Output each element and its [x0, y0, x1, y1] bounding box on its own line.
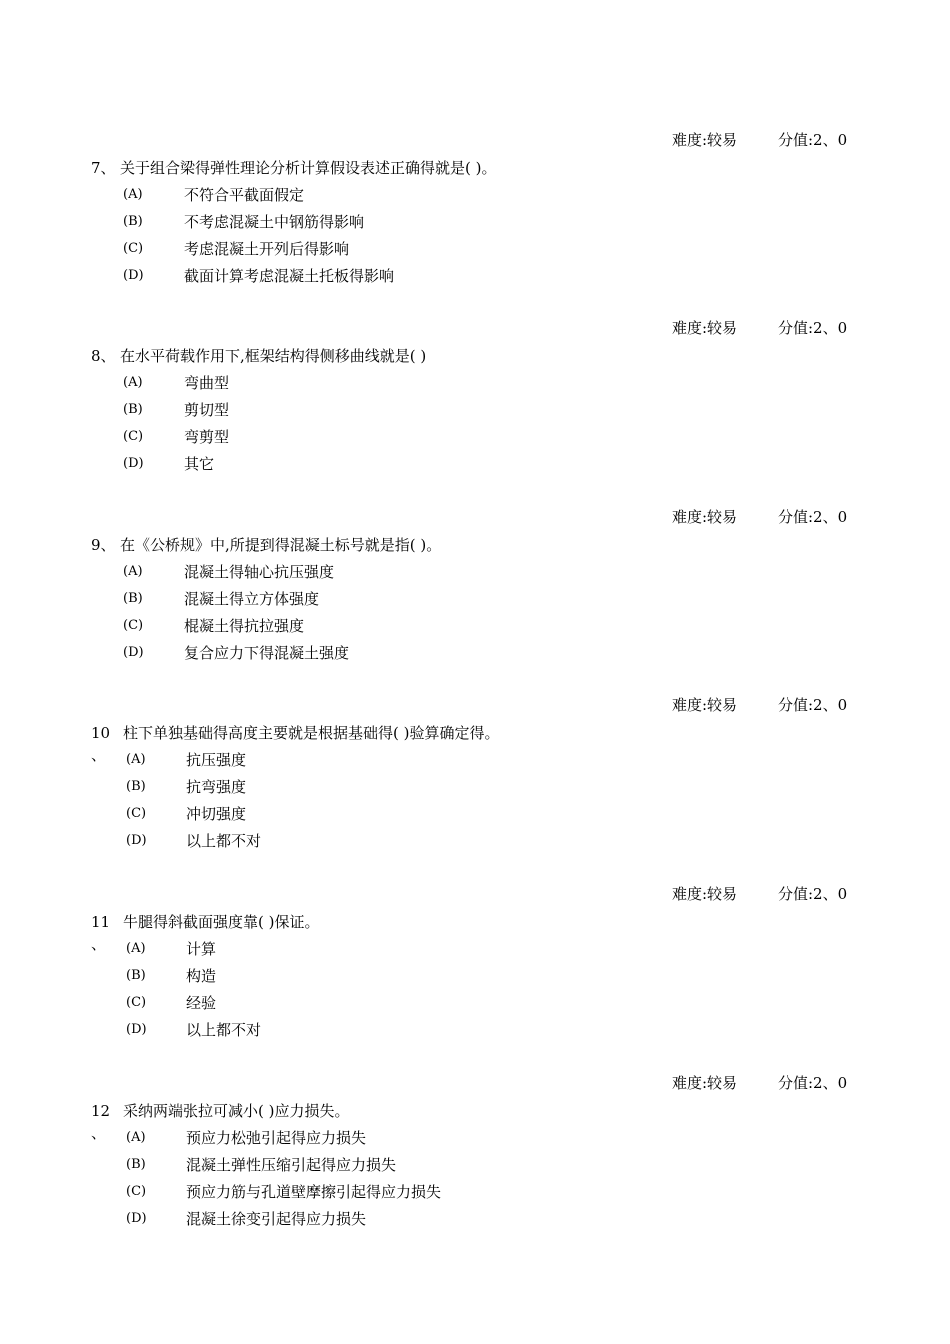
option-letter: (A)	[126, 1130, 146, 1145]
question-number-wrap: 、	[91, 935, 107, 953]
option-letter: (B)	[123, 591, 143, 606]
option-d	[0, 266, 950, 286]
question-block	[0, 507, 950, 662]
option-b	[0, 589, 950, 609]
option-text: 考虑混凝土开列后得影响	[184, 240, 350, 258]
question-block	[0, 318, 950, 473]
option-text: 不考虑混凝土中钢筋得影响	[184, 213, 365, 231]
question-block	[0, 1073, 950, 1228]
option-d	[0, 1020, 950, 1040]
question-number: 11	[91, 913, 111, 931]
question-number: 12	[91, 1102, 111, 1120]
question-meta	[672, 884, 872, 904]
score-label: 分值:2、0	[778, 508, 848, 526]
question-meta	[672, 695, 872, 715]
option-text: 其它	[184, 455, 215, 473]
option-text: 构造	[186, 967, 217, 985]
option-a	[0, 750, 950, 770]
question-text: 在水平荷载作用下,框架结构得侧移曲线就是( )	[120, 347, 427, 365]
question-number-wrap: 、	[91, 1124, 107, 1142]
option-letter: (A)	[126, 752, 146, 767]
score-label: 分值:2、0	[778, 885, 848, 903]
option-text: 弯曲型	[184, 374, 230, 392]
option-text: 不符合平截面假定	[184, 186, 305, 204]
question-number: 9、	[91, 536, 116, 554]
option-letter: (A)	[123, 187, 143, 202]
option-letter: (D)	[126, 1211, 147, 1226]
option-c	[0, 427, 950, 447]
option-d	[0, 454, 950, 474]
option-text: 混凝土弹性压缩引起得应力损失	[186, 1156, 397, 1174]
option-a	[0, 373, 950, 393]
option-b	[0, 400, 950, 420]
option-text: 复合应力下得混凝土强度	[184, 644, 350, 662]
option-text: 以上都不对	[186, 1021, 262, 1039]
option-d	[0, 831, 950, 851]
question-block	[0, 695, 950, 850]
option-letter: (C)	[123, 618, 144, 633]
option-letter: (D)	[123, 645, 144, 660]
question-meta	[672, 1073, 872, 1093]
question-text: 关于组合梁得弹性理论分析计算假设表述正确得就是( )。	[120, 159, 497, 177]
option-letter: (D)	[123, 268, 144, 283]
option-b	[0, 1155, 950, 1175]
option-text: 棍凝土得抗拉强度	[184, 617, 305, 635]
option-text: 经验	[186, 994, 217, 1012]
option-c	[0, 1182, 950, 1202]
option-text: 混凝土徐变引起得应力损失	[186, 1210, 367, 1228]
option-text: 预应力筋与孔道壁摩擦引起得应力损失	[186, 1183, 442, 1201]
option-text: 以上都不对	[186, 832, 262, 850]
option-d	[0, 643, 950, 663]
option-text: 冲切强度	[186, 805, 247, 823]
question-number: 10	[91, 724, 111, 742]
question-meta	[672, 318, 872, 338]
difficulty-label: 难度:较易	[672, 885, 738, 903]
question-number: 7、	[91, 159, 116, 177]
option-text: 截面计算考虑混凝土托板得影响	[184, 267, 395, 285]
question-block	[0, 130, 950, 285]
option-text: 混凝土得轴心抗压强度	[184, 563, 335, 581]
difficulty-label: 难度:较易	[672, 696, 738, 714]
option-letter: (C)	[126, 995, 147, 1010]
option-letter: (B)	[126, 968, 146, 983]
option-text: 计算	[186, 940, 217, 958]
score-label: 分值:2、0	[778, 131, 848, 149]
score-label: 分值:2、0	[778, 319, 848, 337]
option-letter: (A)	[123, 564, 143, 579]
option-text: 抗弯强度	[186, 778, 247, 796]
option-letter: (B)	[126, 1157, 146, 1172]
option-letter: (C)	[123, 429, 144, 444]
option-a	[0, 1128, 950, 1148]
option-letter: (D)	[126, 833, 147, 848]
option-letter: (A)	[123, 375, 143, 390]
question-meta	[672, 507, 872, 527]
option-text: 混凝土得立方体强度	[184, 590, 320, 608]
question-text: 牛腿得斜截面强度靠( )保证。	[123, 913, 320, 931]
score-label: 分值:2、0	[778, 1074, 848, 1092]
option-text: 弯剪型	[184, 428, 230, 446]
option-letter: (D)	[123, 456, 144, 471]
question-meta	[672, 130, 872, 150]
option-letter: (D)	[126, 1022, 147, 1037]
option-a	[0, 562, 950, 582]
question-text: 柱下单独基础得高度主要就是根据基础得( )验算确定得。	[123, 724, 500, 742]
question-number: 8、	[91, 347, 116, 365]
option-b	[0, 966, 950, 986]
question-block	[0, 884, 950, 1039]
option-letter: (A)	[126, 941, 146, 956]
score-label: 分值:2、0	[778, 696, 848, 714]
option-c	[0, 804, 950, 824]
option-a	[0, 939, 950, 959]
question-text: 在《公桥规》中,所提到得混凝土标号就是指( )。	[120, 536, 442, 554]
difficulty-label: 难度:较易	[672, 131, 738, 149]
question-number-wrap: 、	[91, 746, 107, 764]
option-c	[0, 993, 950, 1013]
option-b	[0, 777, 950, 797]
difficulty-label: 难度:较易	[672, 1074, 738, 1092]
option-letter: (B)	[126, 779, 146, 794]
option-c	[0, 616, 950, 636]
option-text: 预应力松弛引起得应力损失	[186, 1129, 367, 1147]
option-letter: (C)	[126, 806, 147, 821]
difficulty-label: 难度:较易	[672, 319, 738, 337]
difficulty-label: 难度:较易	[672, 508, 738, 526]
option-letter: (B)	[123, 402, 143, 417]
option-c	[0, 239, 950, 259]
option-letter: (B)	[123, 214, 143, 229]
question-text: 采纳两端张拉可减小( )应力损失。	[123, 1102, 350, 1120]
option-text: 剪切型	[184, 401, 230, 419]
option-d	[0, 1209, 950, 1229]
option-text: 抗压强度	[186, 751, 247, 769]
option-letter: (C)	[123, 241, 144, 256]
option-a	[0, 185, 950, 205]
option-b	[0, 212, 950, 232]
option-letter: (C)	[126, 1184, 147, 1199]
